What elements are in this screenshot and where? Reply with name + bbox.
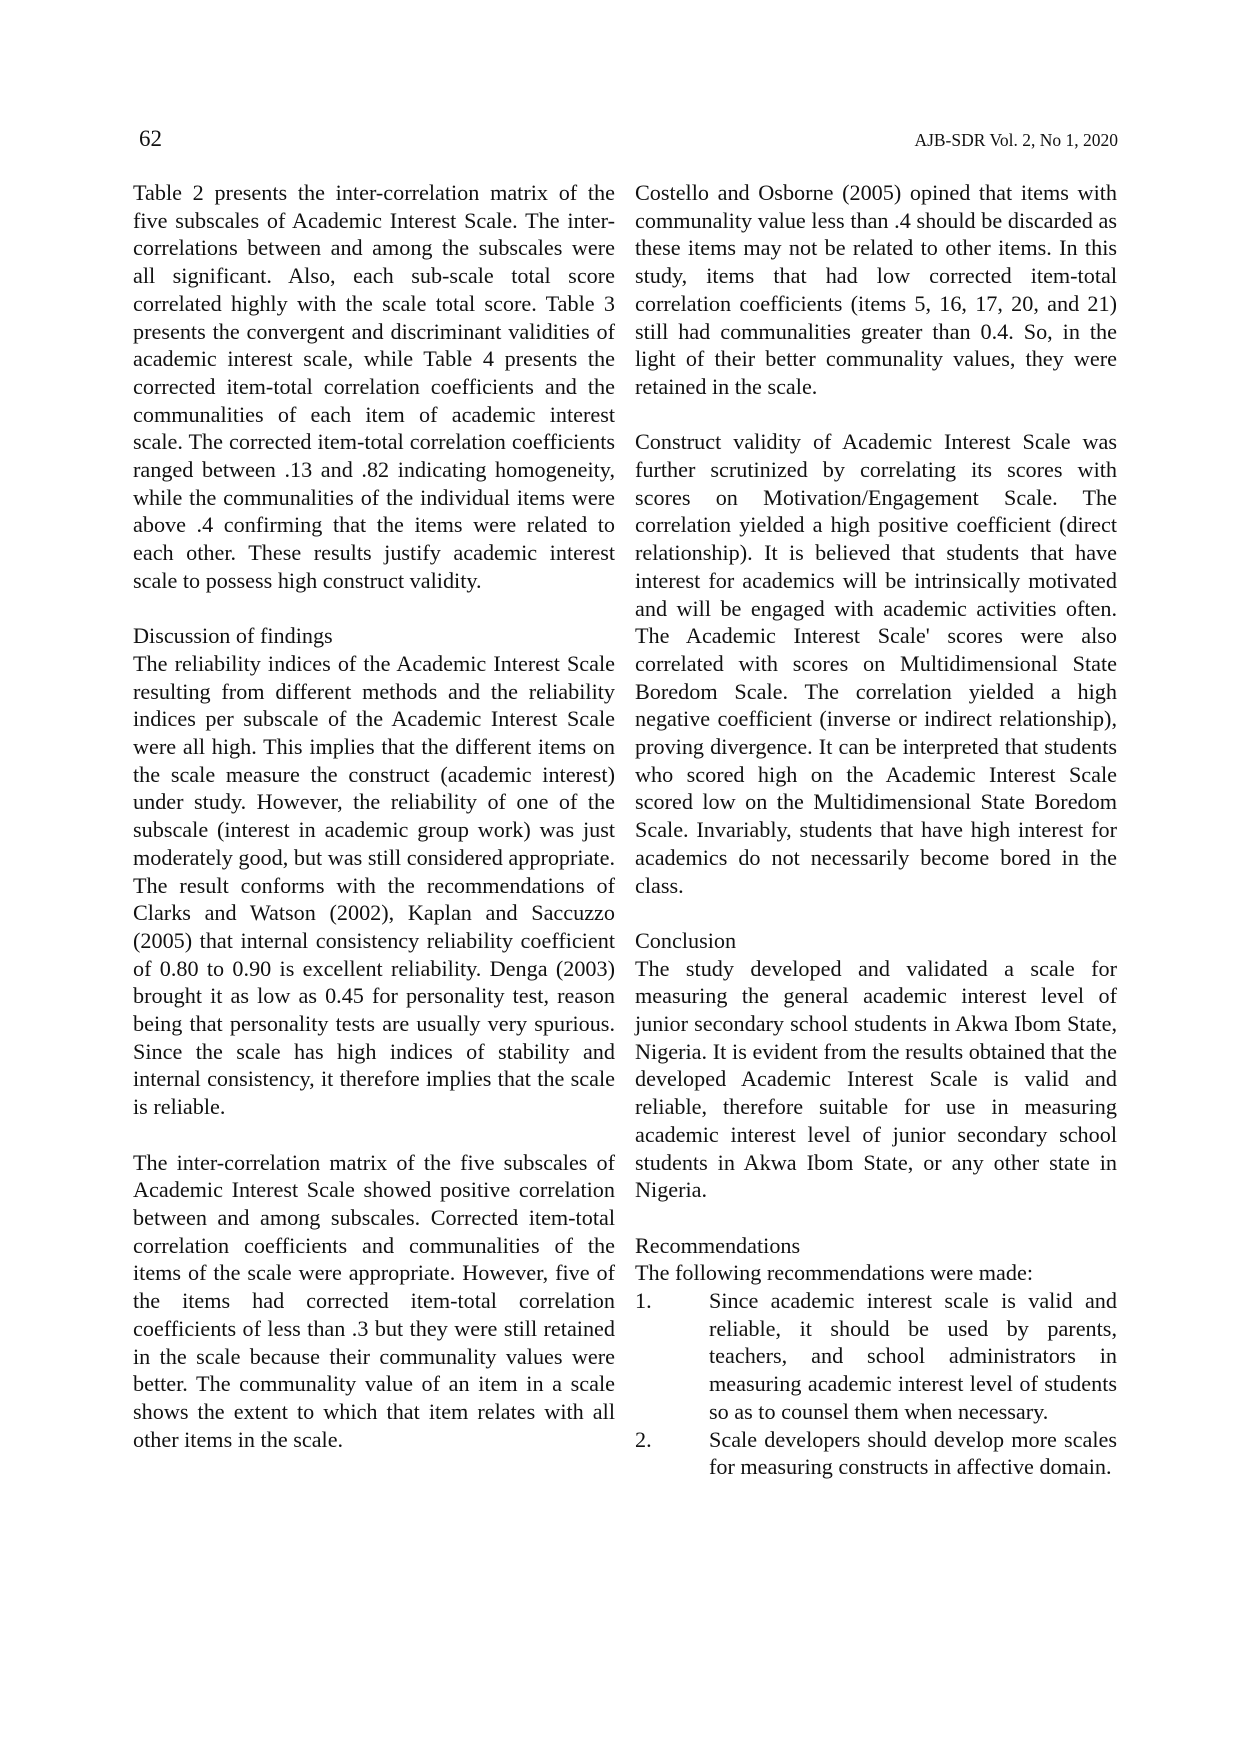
recommendation-item <box>635 1426 1117 1481</box>
paragraph-gap <box>635 401 1117 429</box>
section-heading-conclusion: Conclusion <box>635 927 737 953</box>
recommendation-text: Scale developers should develop more scales for measuring constructs in affective domain. <box>709 1426 1117 1480</box>
paragraph-reliability-discussion: The reliability indices of the Academic Interest Scale resulting from different methods and the reliability indices per subscale of the Academic Interest Scale were all high. This implies that the different items on the scale measure the construct (academic interest) under study. However, the reliability of one of the subscale (interest in academic group work) was just moderately good, but was still considered appropriate. The result conforms with the recommendations of Clarks and Watson (2002), Kaplan and Saccuzzo (2005) that internal consistency reliability coefficient of 0.80 to 0.90 is excellent reliability. Denga (2003) brought it as low as 0.45 for personality test, reason being that personality tests are usually very spurious. Since the scale has high indices of stability and internal consistency, it therefore implies that the scale is reliable. <box>133 650 615 1120</box>
paragraph-gap <box>133 1121 615 1149</box>
paragraph-gap <box>635 1204 1117 1232</box>
paragraph-communality: Costello and Osborne (2005) opined that items with communality value less than .4 should be discarded as these items may not be related to other items. In this study, items that had low corrected item-total correlation coefficients (items 5, 16, 17, 20, and 21) still had communalities greater than 0.4. So, in the light of their better communality values, they were retained in the scale. <box>635 180 1117 399</box>
paragraph-intercorrelation-discussion: The inter-correlation matrix of the five subscales of Academic Interest Scale showed positive correlation between and among subscales. Corrected item-total correlation coefficients and communalities of the items of the scale were appropriate. However, five of the items had corrected item-total correlation coefficients of less than .3 but they were still retained in the scale because their communality values were better. The communality value of an item in a scale shows the extent to which that item relates with all other items in the scale. <box>133 1149 615 1452</box>
recommendation-number: 2. <box>635 1426 652 1452</box>
paragraph-gap <box>133 595 615 623</box>
paragraph-conclusion: The study developed and validated a scale for measuring the general academic interest level of junior secondary school students in Akwa Ibom State, Nigeria. It is evident from the results obtained that the developed Academic Interest Scale is valid and reliable, therefore suitable for use in measuring academic interest level of junior secondary school students in Akwa Ibom State, or any other state in Nigeria. <box>635 955 1117 1203</box>
recommendations-list <box>635 1287 1117 1481</box>
recommendations-intro: The following recommendations were made: <box>635 1260 1034 1286</box>
journal-reference: AJB-SDR Vol. 2, No 1, 2020 <box>914 130 1118 150</box>
running-header <box>139 126 1118 152</box>
recommendation-item <box>635 1287 1117 1426</box>
recommendation-number: 1. <box>635 1288 652 1314</box>
right-column <box>635 179 1117 1481</box>
paragraph-gap <box>635 899 1117 927</box>
section-heading-discussion: Discussion of findings <box>133 623 333 649</box>
recommendation-text: Since academic interest scale is valid and reliable, it should be used by parents, teachers, and school administrators in measuring academic interest level of students so as to counsel them when necessary. <box>709 1288 1117 1424</box>
section-heading-recommendations: Recommendations <box>635 1232 801 1258</box>
paragraph-construct-validity: Construct validity of Academic Interest Scale was further scrutinized by correlating its scores with scores on Motivation/Engagement Scale. The correlation yielded a high positive coefficient (direct relationship). It is believed that students that have interest for academics will be intrinsically motivated and will be engaged with academic activities often. The Academic Interest Scale' scores were also correlated with scores on Multidimensional State Boredom Scale. The correlation yielded a high negative coefficient (inverse or indirect relationship), proving divergence. It can be interpreted that students who scored high on the Academic Interest Scale scored low on the Multidimensional State Boredom Scale. Invariably, students that have high interest for academics do not necessarily become bored in the class. <box>635 429 1117 898</box>
page-number: 62 <box>139 126 162 151</box>
left-column <box>133 179 615 1453</box>
paragraph-table-summary: Table 2 presents the inter-correlation matrix of the five subscales of Academic Interest Scale. The inter-correlations between and among the subscales were all significant. Also, each sub-scale total score correlated highly with the scale total score. Table 3 presents the convergent and discriminant validities of academic interest scale, while Table 4 presents the corrected item-total correlation coefficients and the communalities of each item of academic interest scale. The corrected item-total correlation coefficients ranged between .13 and .82 indicating homogeneity, while the communalities of the individual items were above .4 confirming that the items were related to each other. These results justify academic interest scale to possess high construct validity. <box>133 180 615 593</box>
